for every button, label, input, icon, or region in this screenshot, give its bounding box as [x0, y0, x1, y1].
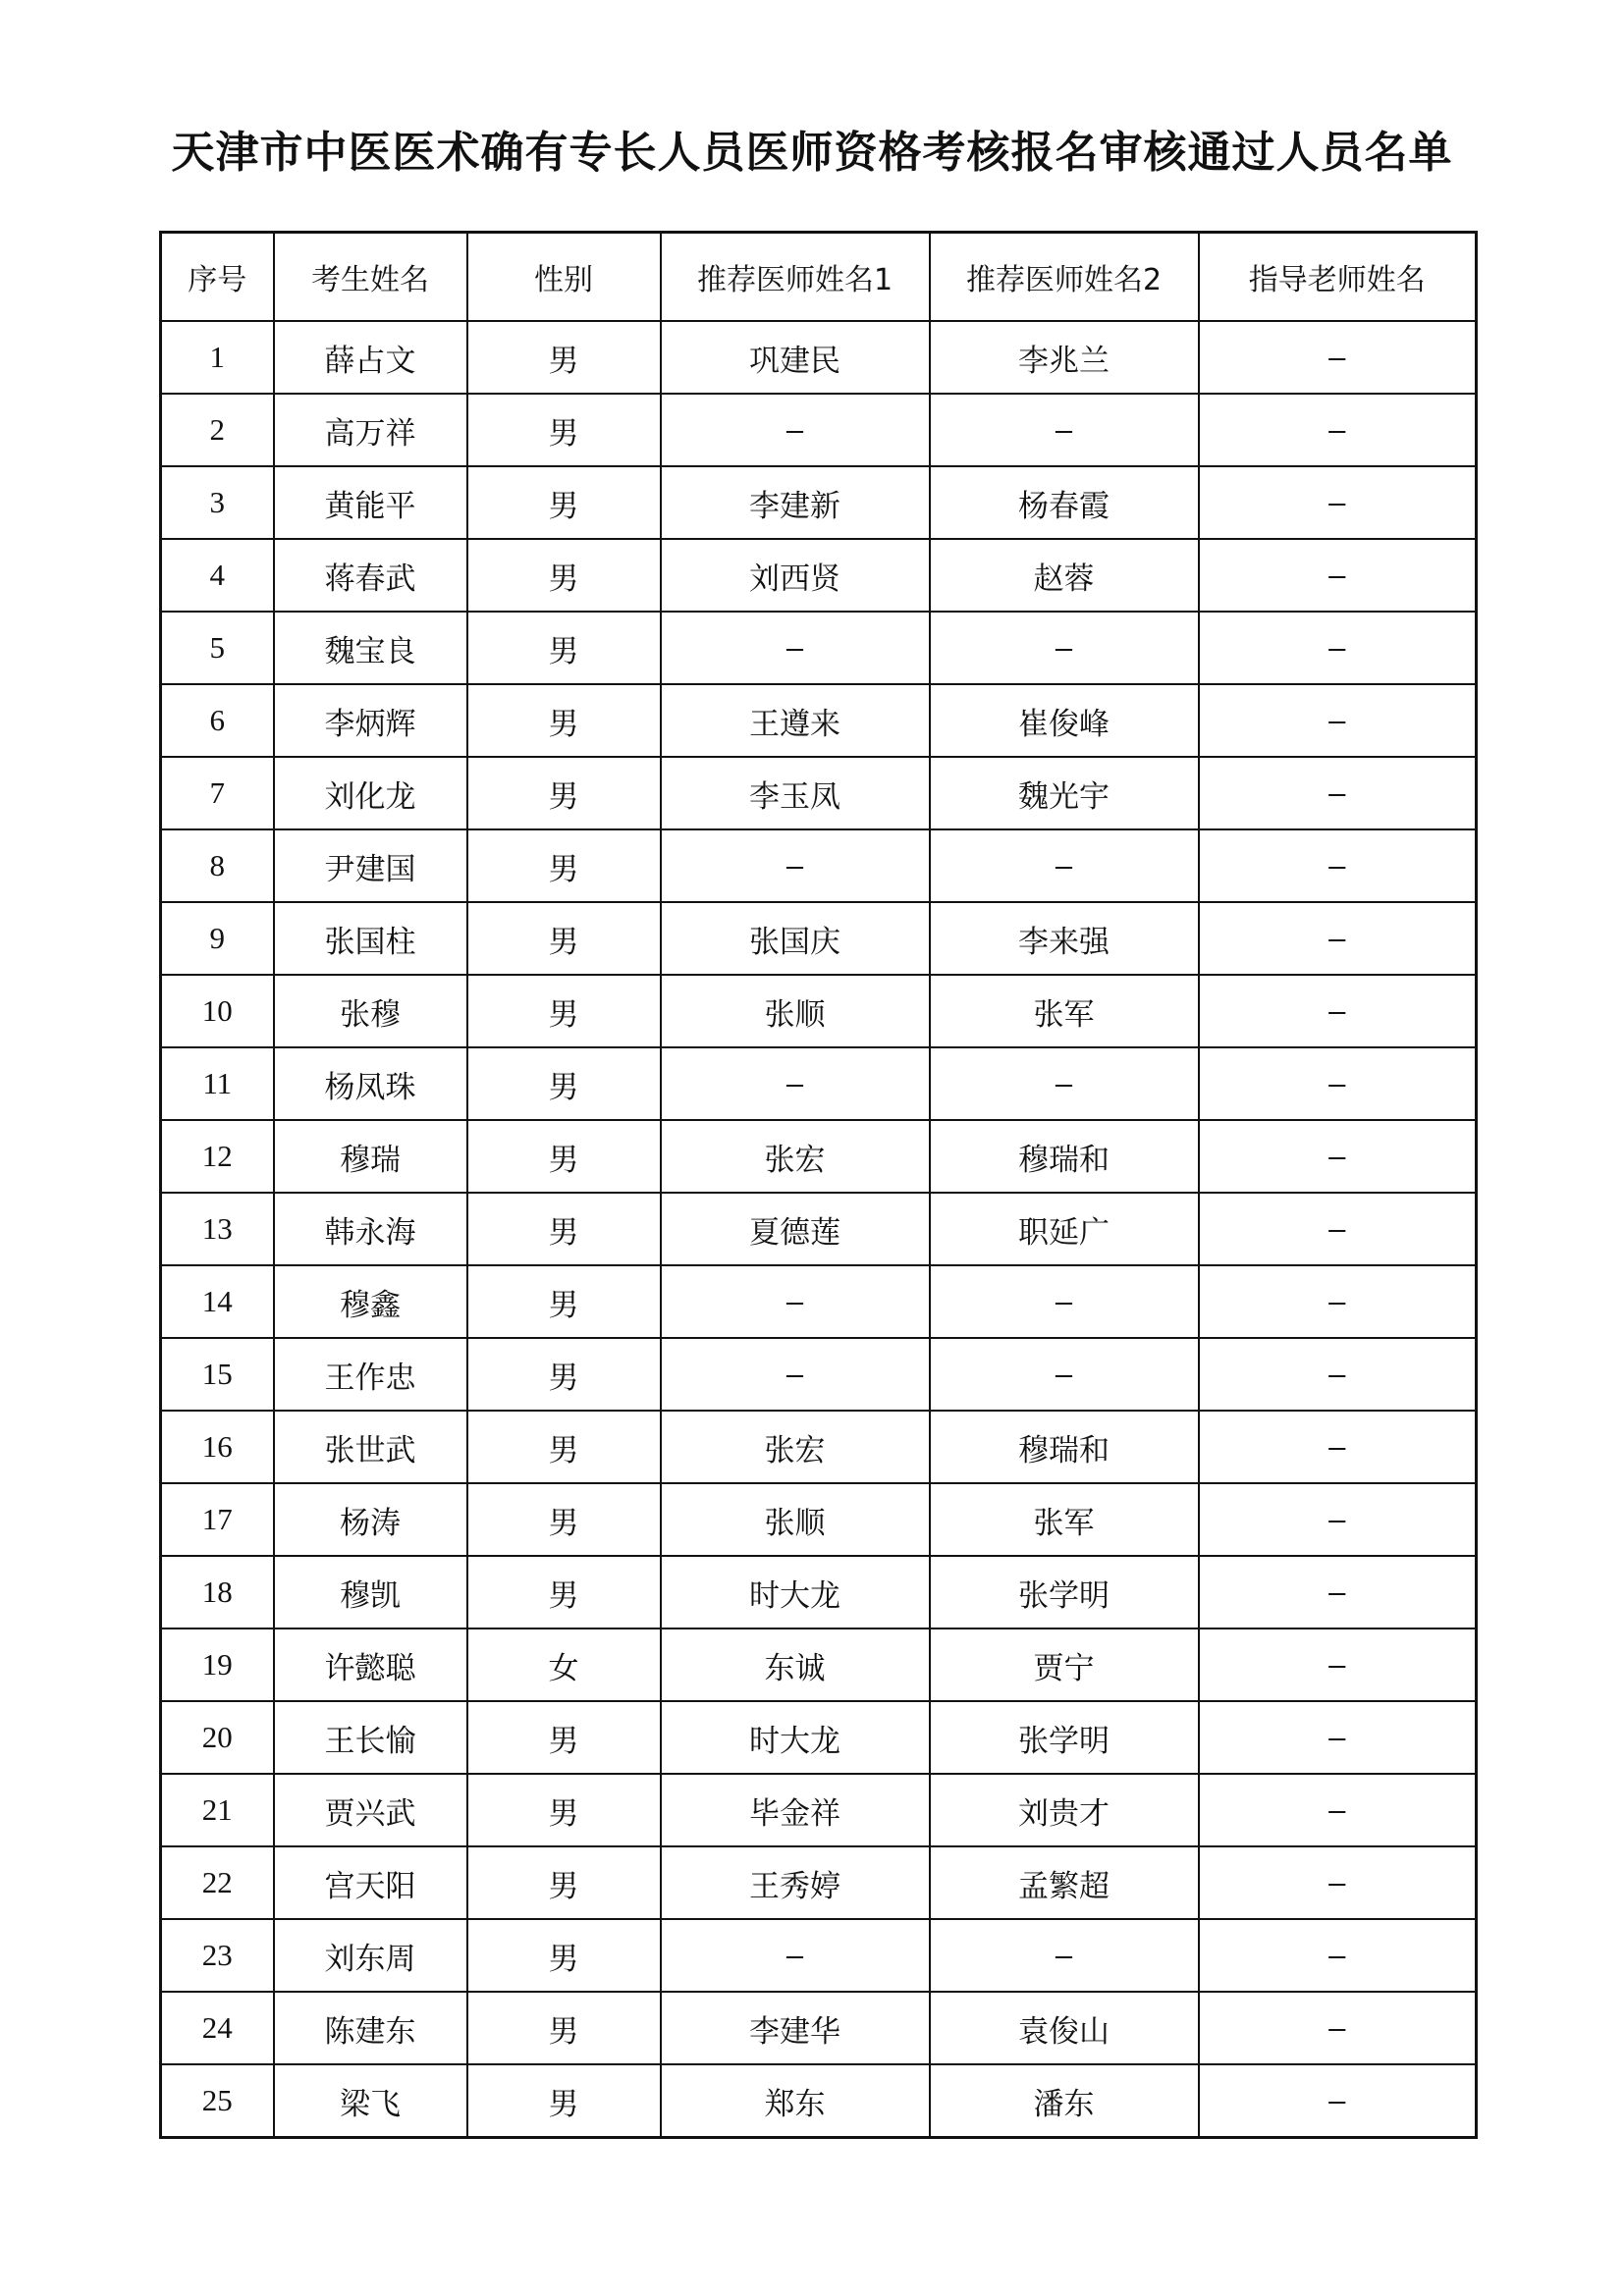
- cell-serial-number: 8: [161, 829, 274, 902]
- cell-serial-number: 17: [161, 1483, 274, 1556]
- cell-gender: 男: [467, 1846, 661, 1919]
- cell-gender: 男: [467, 2064, 661, 2138]
- cell-mentor-name: –: [1199, 1338, 1477, 1411]
- cell-candidate-name: 张穆: [274, 975, 467, 1047]
- cell-mentor-name: –: [1199, 1265, 1477, 1338]
- cell-recommending-doctor-1: 张国庆: [661, 902, 930, 975]
- cell-serial-number: 12: [161, 1120, 274, 1193]
- cell-candidate-name: 张国柱: [274, 902, 467, 975]
- cell-recommending-doctor-2: –: [930, 1338, 1199, 1411]
- cell-gender: 男: [467, 1265, 661, 1338]
- cell-recommending-doctor-1: –: [661, 1265, 930, 1338]
- table-row: [161, 1701, 1477, 1774]
- cell-gender: 男: [467, 612, 661, 684]
- cell-recommending-doctor-1: 李建新: [661, 466, 930, 539]
- cell-gender: 男: [467, 321, 661, 394]
- cell-serial-number: 2: [161, 394, 274, 466]
- cell-candidate-name: 许懿聪: [274, 1629, 467, 1701]
- table-row: [161, 1265, 1477, 1338]
- cell-candidate-name: 杨凤珠: [274, 1047, 467, 1120]
- table-row: [161, 2064, 1477, 2138]
- cell-gender: 男: [467, 1120, 661, 1193]
- cell-gender: 男: [467, 1774, 661, 1846]
- cell-serial-number: 18: [161, 1556, 274, 1629]
- table-row: [161, 1774, 1477, 1846]
- header-serial-number: 序号: [161, 233, 274, 322]
- cell-serial-number: 21: [161, 1774, 274, 1846]
- cell-serial-number: 25: [161, 2064, 274, 2138]
- table-row: [161, 1193, 1477, 1265]
- cell-gender: 男: [467, 539, 661, 612]
- cell-recommending-doctor-2: 穆瑞和: [930, 1120, 1199, 1193]
- cell-mentor-name: –: [1199, 975, 1477, 1047]
- cell-recommending-doctor-2: 袁俊山: [930, 1992, 1199, 2064]
- cell-recommending-doctor-2: 张军: [930, 975, 1199, 1047]
- cell-serial-number: 16: [161, 1411, 274, 1483]
- cell-mentor-name: –: [1199, 1701, 1477, 1774]
- cell-recommending-doctor-1: 李建华: [661, 1992, 930, 2064]
- cell-gender: 男: [467, 902, 661, 975]
- cell-recommending-doctor-2: –: [930, 1047, 1199, 1120]
- page-title: 天津市中医医术确有专长人员医师资格考核报名审核通过人员名单: [171, 128, 1453, 178]
- cell-candidate-name: 蒋春武: [274, 539, 467, 612]
- cell-mentor-name: –: [1199, 321, 1477, 394]
- table-row: [161, 757, 1477, 829]
- cell-mentor-name: –: [1199, 2064, 1477, 2138]
- cell-candidate-name: 穆凯: [274, 1556, 467, 1629]
- cell-recommending-doctor-1: 东诚: [661, 1629, 930, 1701]
- cell-candidate-name: 王长愉: [274, 1701, 467, 1774]
- cell-gender: 男: [467, 757, 661, 829]
- cell-gender: 男: [467, 1338, 661, 1411]
- cell-candidate-name: 杨涛: [274, 1483, 467, 1556]
- cell-candidate-name: 韩永海: [274, 1193, 467, 1265]
- table-header-row: [161, 233, 1477, 322]
- cell-candidate-name: 刘化龙: [274, 757, 467, 829]
- cell-serial-number: 7: [161, 757, 274, 829]
- cell-recommending-doctor-1: –: [661, 1919, 930, 1992]
- table-row: [161, 902, 1477, 975]
- cell-recommending-doctor-1: 夏德莲: [661, 1193, 930, 1265]
- cell-recommending-doctor-1: 张宏: [661, 1411, 930, 1483]
- cell-serial-number: 1: [161, 321, 274, 394]
- cell-recommending-doctor-2: 赵蓉: [930, 539, 1199, 612]
- table-row: [161, 1846, 1477, 1919]
- cell-recommending-doctor-1: 李玉凤: [661, 757, 930, 829]
- cell-serial-number: 23: [161, 1919, 274, 1992]
- header-mentor-name: 指导老师姓名: [1199, 233, 1477, 322]
- table-row: [161, 1556, 1477, 1629]
- table-row: [161, 1338, 1477, 1411]
- cell-gender: 男: [467, 1992, 661, 2064]
- cell-gender: 男: [467, 1483, 661, 1556]
- cell-recommending-doctor-2: –: [930, 1265, 1199, 1338]
- cell-candidate-name: 高万祥: [274, 394, 467, 466]
- table-row: [161, 975, 1477, 1047]
- cell-candidate-name: 宫天阳: [274, 1846, 467, 1919]
- cell-recommending-doctor-1: 时大龙: [661, 1556, 930, 1629]
- cell-recommending-doctor-1: –: [661, 1047, 930, 1120]
- cell-mentor-name: –: [1199, 1483, 1477, 1556]
- table-row: [161, 1919, 1477, 1992]
- table-row: [161, 1411, 1477, 1483]
- cell-recommending-doctor-1: 郑东: [661, 2064, 930, 2138]
- cell-recommending-doctor-2: –: [930, 612, 1199, 684]
- cell-candidate-name: 穆鑫: [274, 1265, 467, 1338]
- cell-recommending-doctor-1: 王遵来: [661, 684, 930, 757]
- cell-recommending-doctor-2: –: [930, 394, 1199, 466]
- cell-recommending-doctor-1: 巩建民: [661, 321, 930, 394]
- cell-gender: 女: [467, 1629, 661, 1701]
- table-row: [161, 1120, 1477, 1193]
- cell-recommending-doctor-2: 张学明: [930, 1556, 1199, 1629]
- cell-recommending-doctor-1: –: [661, 1338, 930, 1411]
- cell-recommending-doctor-1: 张顺: [661, 1483, 930, 1556]
- cell-recommending-doctor-2: 穆瑞和: [930, 1411, 1199, 1483]
- cell-mentor-name: –: [1199, 1992, 1477, 2064]
- cell-mentor-name: –: [1199, 394, 1477, 466]
- cell-recommending-doctor-2: 李来强: [930, 902, 1199, 975]
- cell-recommending-doctor-2: 潘东: [930, 2064, 1199, 2138]
- cell-mentor-name: –: [1199, 1556, 1477, 1629]
- cell-mentor-name: –: [1199, 1774, 1477, 1846]
- cell-candidate-name: 张世武: [274, 1411, 467, 1483]
- cell-recommending-doctor-1: 张顺: [661, 975, 930, 1047]
- roster-table: [159, 231, 1478, 2139]
- header-candidate-name: 考生姓名: [274, 233, 467, 322]
- cell-serial-number: 13: [161, 1193, 274, 1265]
- cell-mentor-name: –: [1199, 902, 1477, 975]
- cell-recommending-doctor-2: 孟繁超: [930, 1846, 1199, 1919]
- cell-candidate-name: 黄能平: [274, 466, 467, 539]
- cell-gender: 男: [467, 1193, 661, 1265]
- cell-candidate-name: 陈建东: [274, 1992, 467, 2064]
- cell-recommending-doctor-2: 刘贵才: [930, 1774, 1199, 1846]
- cell-gender: 男: [467, 1556, 661, 1629]
- cell-recommending-doctor-2: –: [930, 1919, 1199, 1992]
- cell-gender: 男: [467, 1411, 661, 1483]
- cell-recommending-doctor-1: –: [661, 394, 930, 466]
- cell-candidate-name: 穆瑞: [274, 1120, 467, 1193]
- cell-mentor-name: –: [1199, 612, 1477, 684]
- cell-mentor-name: –: [1199, 1120, 1477, 1193]
- cell-serial-number: 6: [161, 684, 274, 757]
- cell-mentor-name: –: [1199, 684, 1477, 757]
- cell-mentor-name: –: [1199, 829, 1477, 902]
- cell-serial-number: 24: [161, 1992, 274, 2064]
- cell-recommending-doctor-1: 刘西贤: [661, 539, 930, 612]
- cell-recommending-doctor-1: 时大龙: [661, 1701, 930, 1774]
- cell-recommending-doctor-1: 王秀婷: [661, 1846, 930, 1919]
- cell-serial-number: 10: [161, 975, 274, 1047]
- cell-recommending-doctor-2: 崔俊峰: [930, 684, 1199, 757]
- cell-candidate-name: 尹建国: [274, 829, 467, 902]
- cell-mentor-name: –: [1199, 757, 1477, 829]
- table-row: [161, 1483, 1477, 1556]
- table-row: [161, 612, 1477, 684]
- cell-mentor-name: –: [1199, 466, 1477, 539]
- table-row: [161, 1629, 1477, 1701]
- cell-serial-number: 11: [161, 1047, 274, 1120]
- cell-candidate-name: 梁飞: [274, 2064, 467, 2138]
- cell-candidate-name: 贾兴武: [274, 1774, 467, 1846]
- cell-serial-number: 3: [161, 466, 274, 539]
- cell-mentor-name: –: [1199, 1411, 1477, 1483]
- cell-recommending-doctor-2: –: [930, 829, 1199, 902]
- cell-recommending-doctor-2: 李兆兰: [930, 321, 1199, 394]
- cell-recommending-doctor-1: 毕金祥: [661, 1774, 930, 1846]
- cell-gender: 男: [467, 684, 661, 757]
- cell-candidate-name: 李炳辉: [274, 684, 467, 757]
- table-row: [161, 394, 1477, 466]
- header-recommending-doctor-1: 推荐医师姓名1: [661, 233, 930, 322]
- cell-serial-number: 15: [161, 1338, 274, 1411]
- header-gender: 性别: [467, 233, 661, 322]
- table-row: [161, 829, 1477, 902]
- cell-gender: 男: [467, 466, 661, 539]
- cell-candidate-name: 薛占文: [274, 321, 467, 394]
- cell-serial-number: 4: [161, 539, 274, 612]
- cell-recommending-doctor-2: 贾宁: [930, 1629, 1199, 1701]
- cell-serial-number: 14: [161, 1265, 274, 1338]
- cell-gender: 男: [467, 975, 661, 1047]
- cell-recommending-doctor-2: 职延广: [930, 1193, 1199, 1265]
- cell-recommending-doctor-2: 杨春霞: [930, 466, 1199, 539]
- cell-mentor-name: –: [1199, 1629, 1477, 1701]
- table-row: [161, 684, 1477, 757]
- table-row: [161, 1992, 1477, 2064]
- cell-mentor-name: –: [1199, 539, 1477, 612]
- cell-recommending-doctor-2: 魏光宇: [930, 757, 1199, 829]
- cell-serial-number: 5: [161, 612, 274, 684]
- cell-serial-number: 9: [161, 902, 274, 975]
- table-row: [161, 1047, 1477, 1120]
- table-row: [161, 466, 1477, 539]
- cell-mentor-name: –: [1199, 1846, 1477, 1919]
- table-row: [161, 539, 1477, 612]
- cell-recommending-doctor-1: –: [661, 612, 930, 684]
- cell-gender: 男: [467, 1047, 661, 1120]
- cell-gender: 男: [467, 1701, 661, 1774]
- cell-candidate-name: 刘东周: [274, 1919, 467, 1992]
- cell-mentor-name: –: [1199, 1047, 1477, 1120]
- cell-candidate-name: 王作忠: [274, 1338, 467, 1411]
- cell-serial-number: 19: [161, 1629, 274, 1701]
- cell-mentor-name: –: [1199, 1193, 1477, 1265]
- cell-serial-number: 22: [161, 1846, 274, 1919]
- cell-mentor-name: –: [1199, 1919, 1477, 1992]
- table-row: [161, 321, 1477, 394]
- cell-recommending-doctor-2: 张军: [930, 1483, 1199, 1556]
- table-body: [161, 321, 1477, 2138]
- cell-candidate-name: 魏宝良: [274, 612, 467, 684]
- cell-gender: 男: [467, 829, 661, 902]
- cell-recommending-doctor-1: –: [661, 829, 930, 902]
- cell-gender: 男: [467, 394, 661, 466]
- cell-recommending-doctor-2: 张学明: [930, 1701, 1199, 1774]
- cell-serial-number: 20: [161, 1701, 274, 1774]
- cell-recommending-doctor-1: 张宏: [661, 1120, 930, 1193]
- cell-gender: 男: [467, 1919, 661, 1992]
- header-recommending-doctor-2: 推荐医师姓名2: [930, 233, 1199, 322]
